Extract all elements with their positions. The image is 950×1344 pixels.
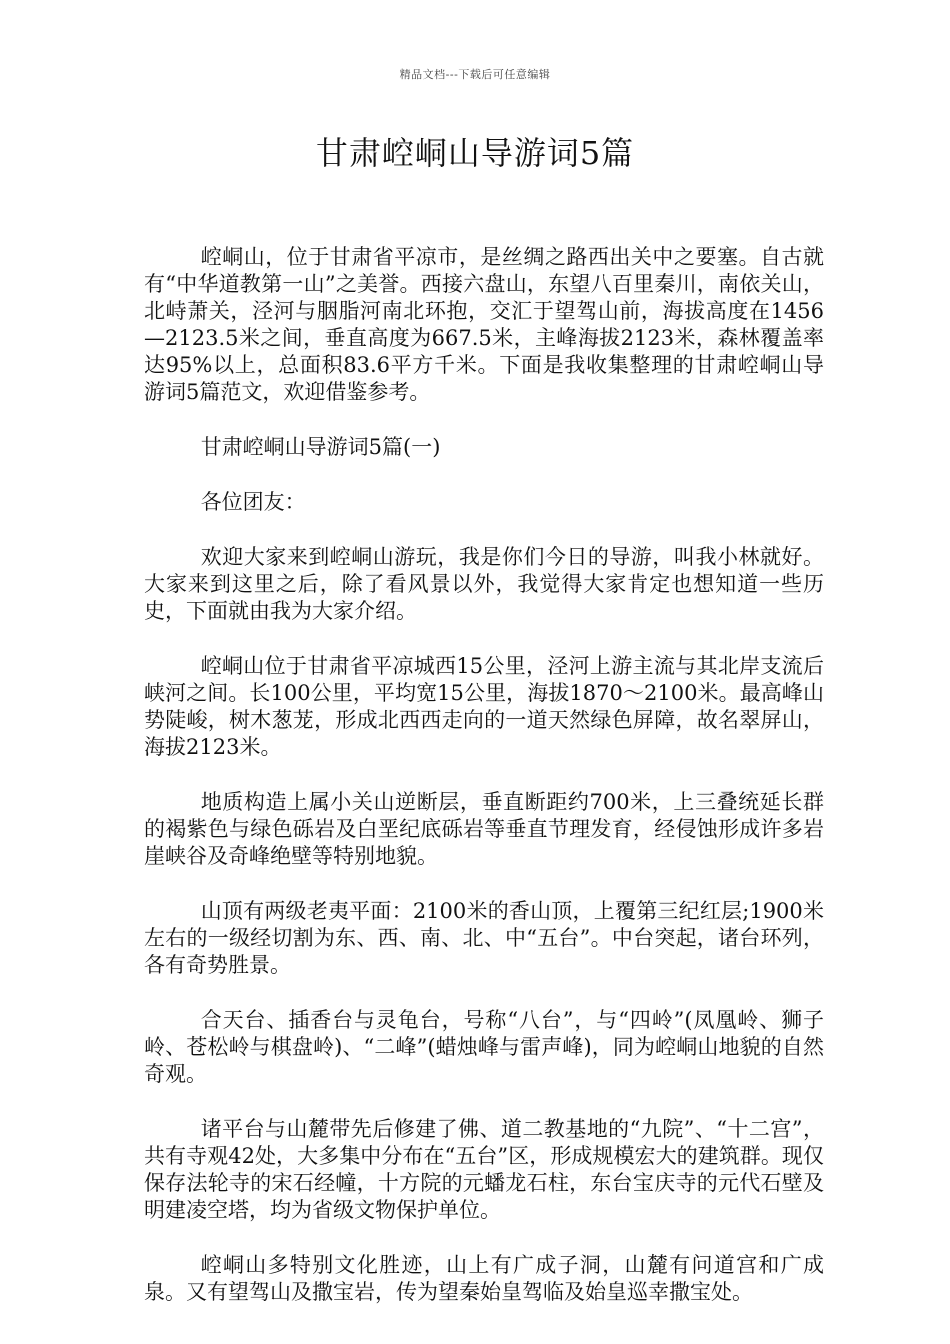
paragraph-geology: 地质构造上属小关山逆断层，垂直断距约700米，上三叠统延长群的褐紫色与绿色砾岩及白垩纪底砾岩等垂直节理发育，经侵蚀形成许多岩崖峡谷及奇峰绝壁等特别地貌。 [144,790,824,868]
intro-paragraph: 崆峒山，位于甘肃省平凉市，是丝绸之路西出关中之要塞。自古就有“中华道教第一山”之美誉。西接六盘山，东望八百里秦川，南依关山，北峙萧关，泾河与胭脂河南北环抱，交汇于望驾山前，海拔高度在1456—2123.5米之间，垂直高度为667.5米，主峰海拔2123米，森林覆盖率达95%以上，总面积83.6平方千米。下面是我收集整理的甘肃崆峒山导游词5篇范文，欢迎借鉴参考。 [144,245,824,404]
paragraph-summit: 山顶有两级老夷平面：2100米的香山顶，上覆第三纪红层;1900米左右的一级经切割为东、西、南、北、中“五台”。中台突起，诸台环列，各有奇势胜景。 [144,899,824,977]
paragraph-temples: 诸平台与山麓带先后修建了佛、道二教基地的“九院”、“十二宫”，共有寺观42处，大多集中分布在“五台”区，形成规模宏大的建筑群。现仅保存法轮寺的宋石经幢，十方院的元蟠龙石柱，东台宝庆寺的元代石壁及明建凌空塔，均为省级文物保护单位。 [144,1117,824,1222]
section-heading: 甘肃崆峒山导游词5篇(一) [200,435,441,459]
paragraph-location: 崆峒山位于甘肃省平凉城西15公里，泾河上游主流与其北岸支流后峡河之间。长100公里，平均宽15公里，海拔1870～2100米。最高峰山势陡峻，树木葱茏，形成北西西走向的一道天然绿色屏障，故名翠屏山，海拔2123米。 [144,654,824,759]
document-body [144,244,824,1334]
greeting: 各位团友： [200,490,306,514]
paragraph-culture: 崆峒山多特别文化胜迹，山上有广成子洞，山麓有问道宫和广成泉。又有望驾山及撒宝岩，传为望秦始皇驾临及始皇巡幸撒宝处。 [144,1253,824,1304]
header-note: 精品文档---下载后可任意编辑 [399,68,551,81]
paragraph-welcome: 欢迎大家来到崆峒山游玩，我是你们今日的导游，叫我小林就好。大家来到这里之后，除了看风景以外，我觉得大家肯定也想知道一些历史，下面就由我为大家介绍。 [144,545,824,623]
paragraph-landforms: 合天台、插香台与灵龟台，号称“八台”，与“四岭”(凤凰岭、狮子岭、苍松岭与棋盘岭)、“二峰”(蜡烛峰与雷声峰)，同为崆峒山地貌的自然奇观。 [144,1008,824,1086]
document-title: 甘肃崆峒山导游词5篇 [315,134,635,172]
